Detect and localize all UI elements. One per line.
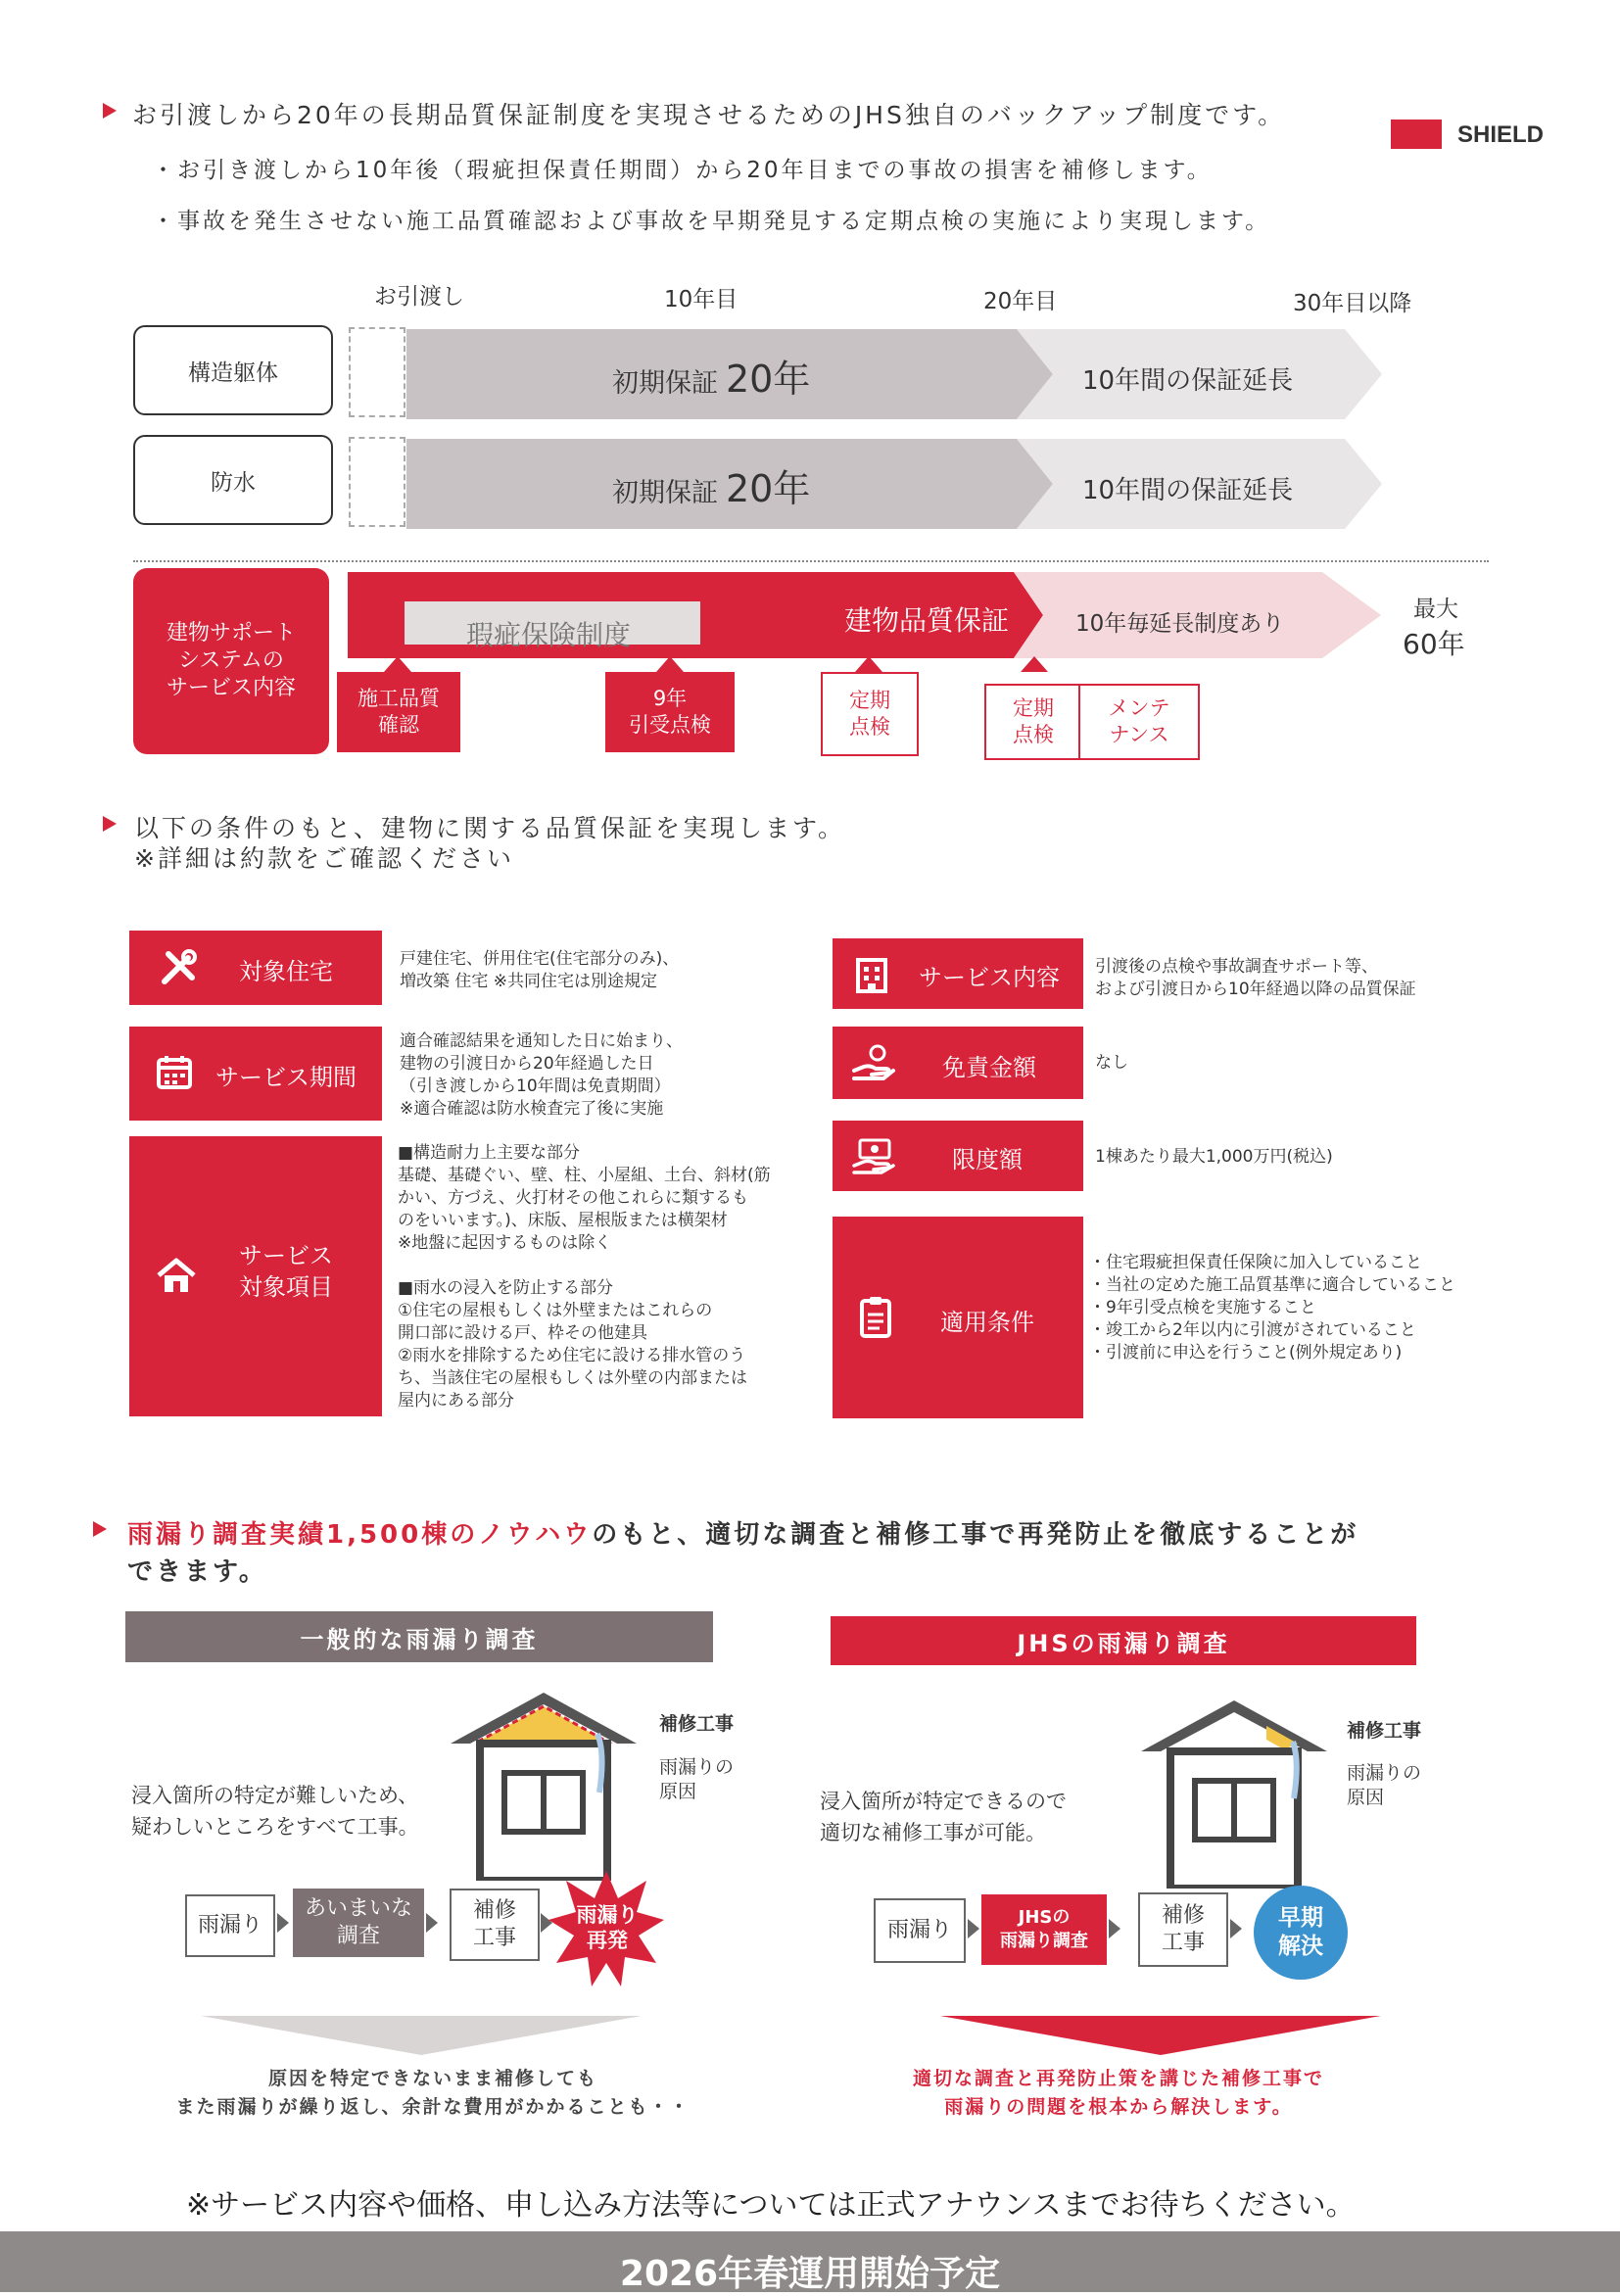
bullet-icon-2 [103,816,117,832]
jhs-result: 適切な調査と再発防止策を講じた補修工事で 雨漏りの問題を根本から解決します。 [912,2068,1324,2118]
general-cause-label: 雨漏りの 原因 [659,1756,735,1802]
row1-initial-text [612,349,810,403]
jhs-cause-label: 雨漏りの 原因 [1347,1762,1422,1808]
marker-inspection9-text: 9年 引受点検 [629,687,711,737]
calendar-icon [155,1052,194,1091]
tile-target-house [129,931,382,1005]
marker-pointer-4 [1021,656,1048,672]
support-label [133,568,329,754]
shield-logo [1391,116,1548,155]
jhs-desc: 浸入箇所が特定できるので 適切な補修工事が可能。 [820,1790,1067,1844]
footer-banner-text: 2026年春運用開始予定 [619,2253,1001,2294]
conditions-subheading: ※詳細は約款をご確認ください [134,844,514,873]
logo-text: SHIELD [1457,121,1545,148]
marker-maintenance-text: メンテ ナンス [1108,696,1170,746]
tile-service-period-title: サービス期間 [215,1064,357,1091]
header-line-2: ・お引き渡しから10年後（瑕疵担保責任期間）から20年目までの事故の損害を補修します。 [152,158,1213,183]
marker-periodic-1 [821,672,919,756]
handover-box-2 [349,437,405,527]
general-result-arrow [201,2016,642,2059]
tile-limit-title: 限度額 [952,1146,1023,1173]
row1-initial-label: 初期保証 [612,368,718,399]
row2-initial-num: 20年 [726,467,811,510]
tile-deductible [833,1027,1083,1099]
general-step-4: 雨漏り 再発 [576,1903,639,1952]
defect-insurance-text: 瑕疵保険制度 [466,619,632,651]
jhs-repair-label: 補修工事 [1347,1720,1422,1742]
jhs-step-3: 補修 工事 [1138,1892,1228,1967]
general-repair-label: 補修工事 [659,1713,735,1735]
jhs-result-arrow [940,2016,1381,2059]
header-line-1: お引渡しから20年の長期品質保証制度を実現させるためのJHS独自のバックアップ制度です。 [132,101,1286,129]
general-house-illustration [441,1685,646,1881]
text-service-period: 適合確認結果を通知した日に始まり、 建物の引渡日から20年経過した日 （引き渡しから10年間は免責期間） ※適合確認は防水検査完了後に実施 [400,1031,683,1119]
general-desc: 浸入箇所の特定が難しいため、 疑わしいところをすべて工事。 [131,1784,419,1839]
general-banner-text: 一般的な雨漏り調査 [300,1625,539,1653]
tile-service-items-title: サービス 対象項目 [239,1242,333,1301]
jhs-step-1: 雨漏り [874,1898,966,1963]
tile-service-items [129,1136,382,1416]
row-label-structure: 構造躯体 [133,325,333,415]
tile-conditions-title: 適用条件 [940,1309,1034,1336]
general-banner [125,1611,713,1662]
tile-conditions [833,1217,1083,1418]
general-step-2: あいまいな 調査 [293,1889,424,1957]
jhs-step-arrow-2 [1109,1919,1120,1938]
marker-construction-check-text: 施工品質 確認 [357,687,440,737]
year-label-20: 20年目 [983,289,1058,314]
marker-pointer-3 [855,656,882,672]
row2-initial-text [612,458,810,512]
row1-initial-num: 20年 [726,358,811,401]
building-icon [854,954,889,993]
tools-icon [159,948,198,987]
general-step-3: 補修 工事 [450,1889,540,1961]
marker-construction-check [337,672,460,752]
bullet-icon-3 [93,1521,107,1537]
tile-service-content [833,938,1083,1009]
conditions-heading: 以下の条件のもと、建物に関する品質保証を実現します。 [134,814,846,842]
jhs-step-4-circle [1254,1886,1348,1980]
footer-banner [0,2231,1620,2292]
quality-guarantee-text: 建物品質保証 [844,604,1010,637]
marker-maintenance [1078,684,1200,760]
leak-heading-red: 雨漏り調査実績1,500棟のノウハウ [127,1520,593,1550]
leak-heading [127,1514,1358,1551]
text-conditions: ・住宅瑕疵担保責任保険に加入していること ・当社の定めた施工品質基準に適合していること ・9年引受点検を実施すること ・竣工から2年以内に引渡がされていること ・引渡前に申込を行うこと(例外規定あり) [1089,1253,1455,1363]
bullet-icon [103,103,117,119]
logo-mark-icon [1391,120,1442,149]
jhs-banner-text: JHSの雨漏り調査 [1017,1629,1230,1657]
jhs-step-2: JHSの 雨漏り調査 [981,1894,1107,1965]
row2-extension-text: 10年間の保証延長 [1082,476,1294,505]
tile-service-content-title: サービス内容 [919,964,1060,991]
leak-heading-line2: できます。 [127,1557,267,1587]
money-icon [852,1136,895,1175]
max-value: 60年 [1403,628,1465,660]
tile-deductible-title: 免責金額 [942,1054,1036,1081]
jhs-step-4: 早期 解決 [1278,1905,1323,1959]
marker-periodic-1-text: 定期 点検 [849,689,890,739]
renewal-text: 10年毎延長制度あり [1075,611,1285,637]
header-line-3: ・事故を発生させない施工品質確認および事故を早期発見する定期点検の実施により実現します。 [152,209,1271,234]
row2-initial-label: 初期保証 [612,478,718,508]
text-deductible: なし [1095,1053,1128,1073]
hand-coin-icon [852,1043,895,1082]
row1-extension-text: 10年間の保証延長 [1082,366,1294,396]
year-label-handover: お引渡し [374,284,464,310]
text-service-items: ■構造耐力上主要な部分 基礎、基礎ぐい、壁、柱、小屋組、土台、斜材(筋 かい、方づえ、火打材その他これらに類するも のをいいます。)、床版、屋根版または横架材 ※地盤に起因するものは除く ■雨水の浸入を防止する部分 ①住宅の屋根もしくは外壁またはこれらの 開口部に設ける戸、枠その他建具 ②雨水を排除するため住宅に設ける排水管のう ち、当該住宅の屋根もしくは外壁の内部または 屋内にある部分 [398,1143,771,1411]
text-limit: 1棟あたり最大1,000万円(税込) [1095,1147,1333,1167]
clipboard-icon [858,1295,893,1338]
marker-pointer-1 [384,656,411,672]
general-step-1: 雨漏り [185,1894,275,1957]
tile-limit [833,1121,1083,1191]
max-label: 最大 [1413,597,1458,622]
tile-target-house-title: 対象住宅 [239,958,333,985]
marker-periodic-2-text: 定期 点検 [1013,696,1054,746]
jhs-step-arrow-1 [968,1919,979,1938]
general-result: 原因を特定できないまま補修しても また雨漏りが繰り返し、余計な費用がかかることも・・ [175,2068,691,2118]
general-step-arrow-1 [277,1913,289,1933]
handover-box [349,327,405,417]
footer-note: ※サービス内容や価格、申し込み方法等については正式アナウンスまでお待ちください。 [186,2188,1356,2223]
year-label-30: 30年目以降 [1293,291,1412,316]
jhs-banner [831,1616,1416,1665]
house-icon [155,1256,198,1295]
divider [133,560,1489,562]
jhs-house-illustration [1131,1693,1337,1889]
text-service-content: 引渡後の点検や事故調査サポート等、 および引渡日から10年経過以降の品質保証 [1095,957,1416,999]
tile-service-period [129,1027,382,1121]
jhs-step-arrow-3 [1230,1919,1242,1938]
text-target-house: 戸建住宅、併用住宅(住宅部分のみ)、 増改築 住宅 ※共同住宅は別途規定 [400,949,680,991]
leak-heading-rest: のもと、適切な調査と補修工事で再発防止を徹底することが [592,1520,1359,1550]
year-label-10: 10年目 [664,287,739,312]
support-label-text: 建物サポート システムの サービス内容 [166,621,296,700]
marker-inspection9 [605,672,735,752]
row-label-waterproof: 防水 [133,435,333,525]
marker-pointer-2 [656,656,684,672]
marker-periodic-2 [984,684,1082,760]
general-step-arrow-2 [426,1913,438,1933]
